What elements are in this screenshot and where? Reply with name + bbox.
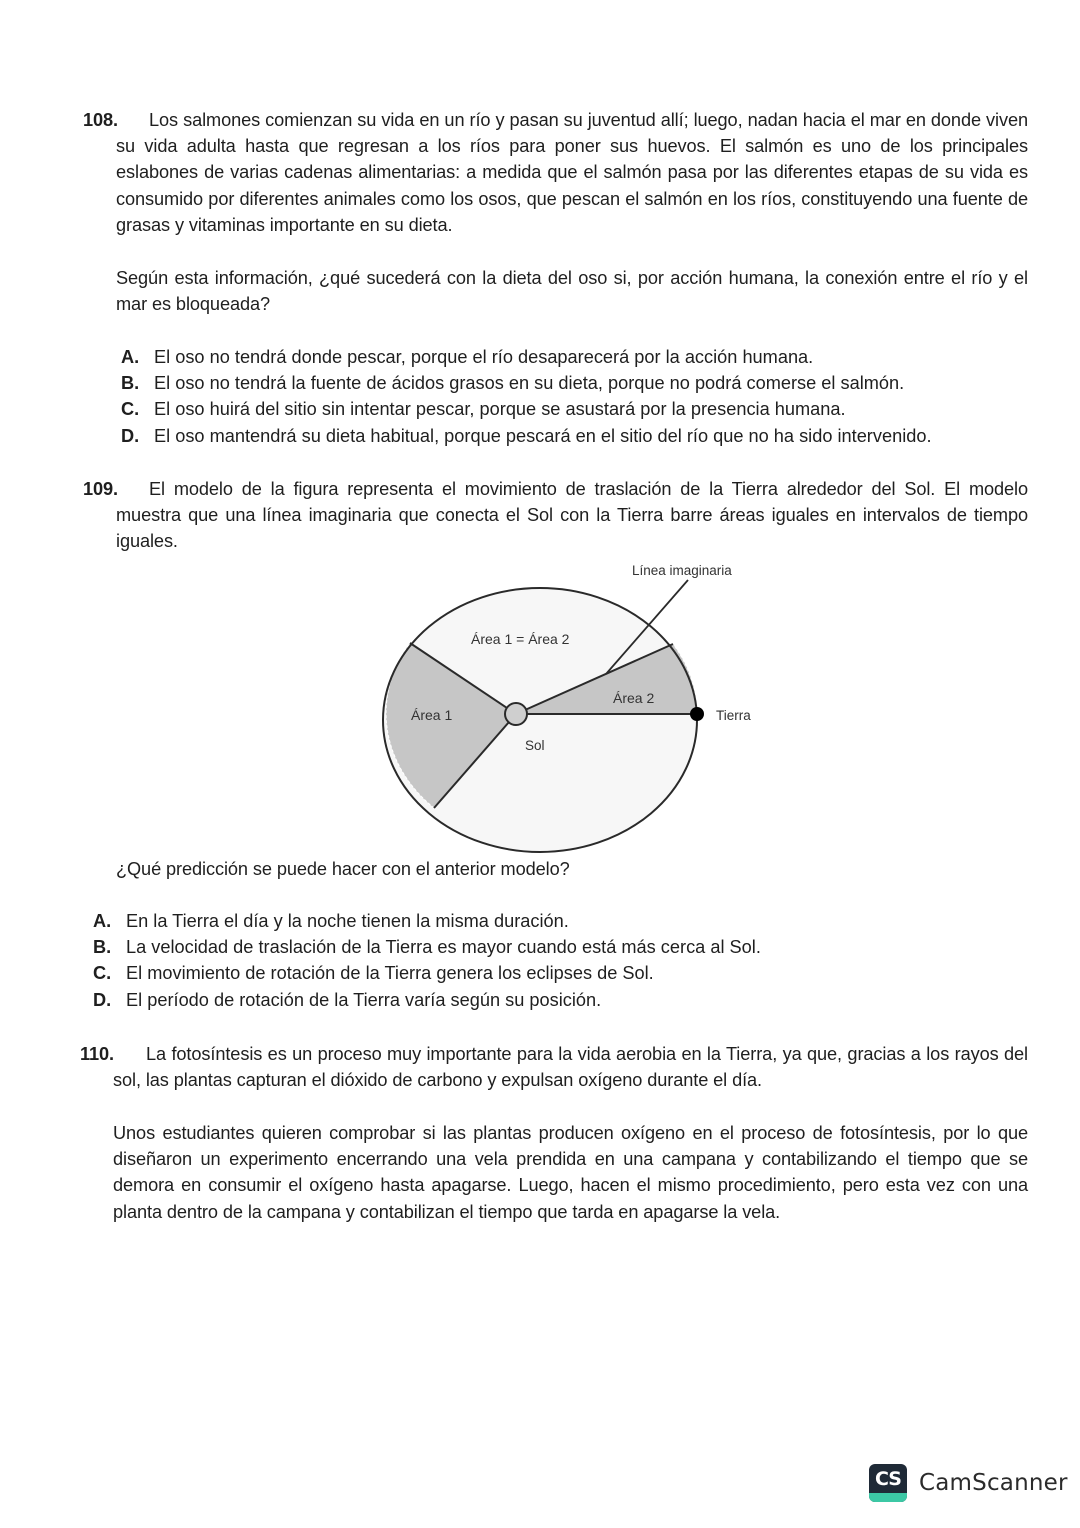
label-earth: Tierra <box>716 708 751 723</box>
logo-text: CS <box>875 1468 901 1490</box>
option-letter: B. <box>121 373 140 394</box>
question-109-prompt: ¿Qué predicción se puede hacer con el anterior modelo? <box>116 859 570 879</box>
option-c[interactable] <box>121 396 932 422</box>
option-text: El movimiento de rotación de la Tierra genera los eclipses de Sol. <box>126 963 654 984</box>
question-stem-text: Los salmones comienzan su vida en un río y pasan su juventud allí; luego, nadan hacia el mar en donde viven su vida adulta hasta que regresan a los ríos para poner sus huevos. El salmón es uno de los principales eslabones de varias cadenas alimentarias: a medida que el salmón pasa por las diferentes etapas de su vida es consumido por diferentes animales como los osos, que pescan el salmón en los ríos, constituyendo una fuente de grasas y vitaminas importante en su dieta. <box>116 110 1028 235</box>
option-c[interactable] <box>93 960 761 986</box>
question-109-stem <box>83 476 1028 555</box>
label-sun: Sol <box>525 738 545 753</box>
option-letter: A. <box>93 911 112 931</box>
sun-icon <box>505 703 527 725</box>
logo-accent-bar <box>869 1493 907 1502</box>
question-108-prompt: Según esta información, ¿qué sucederá con la dieta del oso si, por acción humana, la conexión entre el río y el mar es bloqueada? <box>116 268 1028 315</box>
question-stem-text: La fotosíntesis es un proceso muy importante para la vida aerobia en la Tierra, ya que, gracias a los rayos del sol, las plantas capturan el dióxido de carbono y expulsan oxígeno durante el día. <box>113 1044 1028 1091</box>
option-letter: D. <box>121 425 140 446</box>
option-text: El período de rotación de la Tierra varía según su posición. <box>126 989 602 1010</box>
label-area-1: Área 1 <box>411 707 453 723</box>
camscanner-name: CamScanner <box>919 1470 1068 1496</box>
label-area-2: Área 2 <box>613 690 655 706</box>
question-109-options <box>93 908 761 1013</box>
question-stem-text: El modelo de la figura representa el movimiento de traslación de la Tierra alrededor del Sol. El modelo muestra que una línea imaginaria que conecta el Sol con la Tierra barre áreas iguales en intervalos de tiempo iguales. <box>116 479 1028 552</box>
question-110-stem <box>80 1041 1028 1093</box>
option-d[interactable] <box>93 987 761 1013</box>
question-number: 110. <box>80 1044 114 1064</box>
option-letter: D. <box>93 989 112 1010</box>
question-number: 109. <box>83 479 118 499</box>
camscanner-logo-icon <box>869 1464 907 1502</box>
question-108-options <box>121 344 932 449</box>
question-110-experiment: Unos estudiantes quieren comprobar si las plantas producen oxígeno en el proceso de fotosíntesis, por lo que diseñaron un experimento encerrando una vela prendida en una campana y contabilizando el tiempo que se demora en consumir el oxígeno hasta apagarse. Luego, hacen el mismo procedimiento, pero esta vez con una planta dentro de la campana y contabilizan el tiempo que tarda en apagarse la vela. <box>113 1123 1028 1222</box>
option-b[interactable] <box>121 370 932 396</box>
option-letter: C. <box>121 399 140 420</box>
option-text: El oso mantendrá su dieta habitual, porque pescará en el sitio del río que no ha sido intervenido. <box>154 425 932 446</box>
option-text: El oso no tendrá la fuente de ácidos grasos en su dieta, porque no podrá comerse el salmón. <box>154 373 905 394</box>
option-text: El oso huirá del sitio sin intentar pescar, porque se asustará por la presencia humana. <box>154 399 846 420</box>
option-a[interactable] <box>93 908 761 934</box>
label-area-equal: Área 1 = Área 2 <box>471 631 570 647</box>
option-a[interactable] <box>121 344 932 370</box>
option-letter: C. <box>93 963 112 984</box>
option-d[interactable] <box>121 423 932 449</box>
question-number: 108. <box>83 110 118 130</box>
option-letter: A. <box>121 347 140 367</box>
camscanner-watermark <box>869 1464 1068 1502</box>
question-108-stem <box>83 107 1028 238</box>
option-text: El oso no tendrá donde pescar, porque el río desaparecerá por la acción humana. <box>154 347 814 367</box>
option-text: En la Tierra el día y la noche tienen la misma duración. <box>126 911 569 931</box>
option-b[interactable] <box>93 934 761 960</box>
label-imaginary-line: Línea imaginaria <box>632 563 732 578</box>
earth-icon <box>690 707 704 721</box>
option-text: La velocidad de traslación de la Tierra es mayor cuando está más cerca al Sol. <box>126 937 761 958</box>
option-letter: B. <box>93 937 112 958</box>
orbit-diagram <box>370 555 770 860</box>
